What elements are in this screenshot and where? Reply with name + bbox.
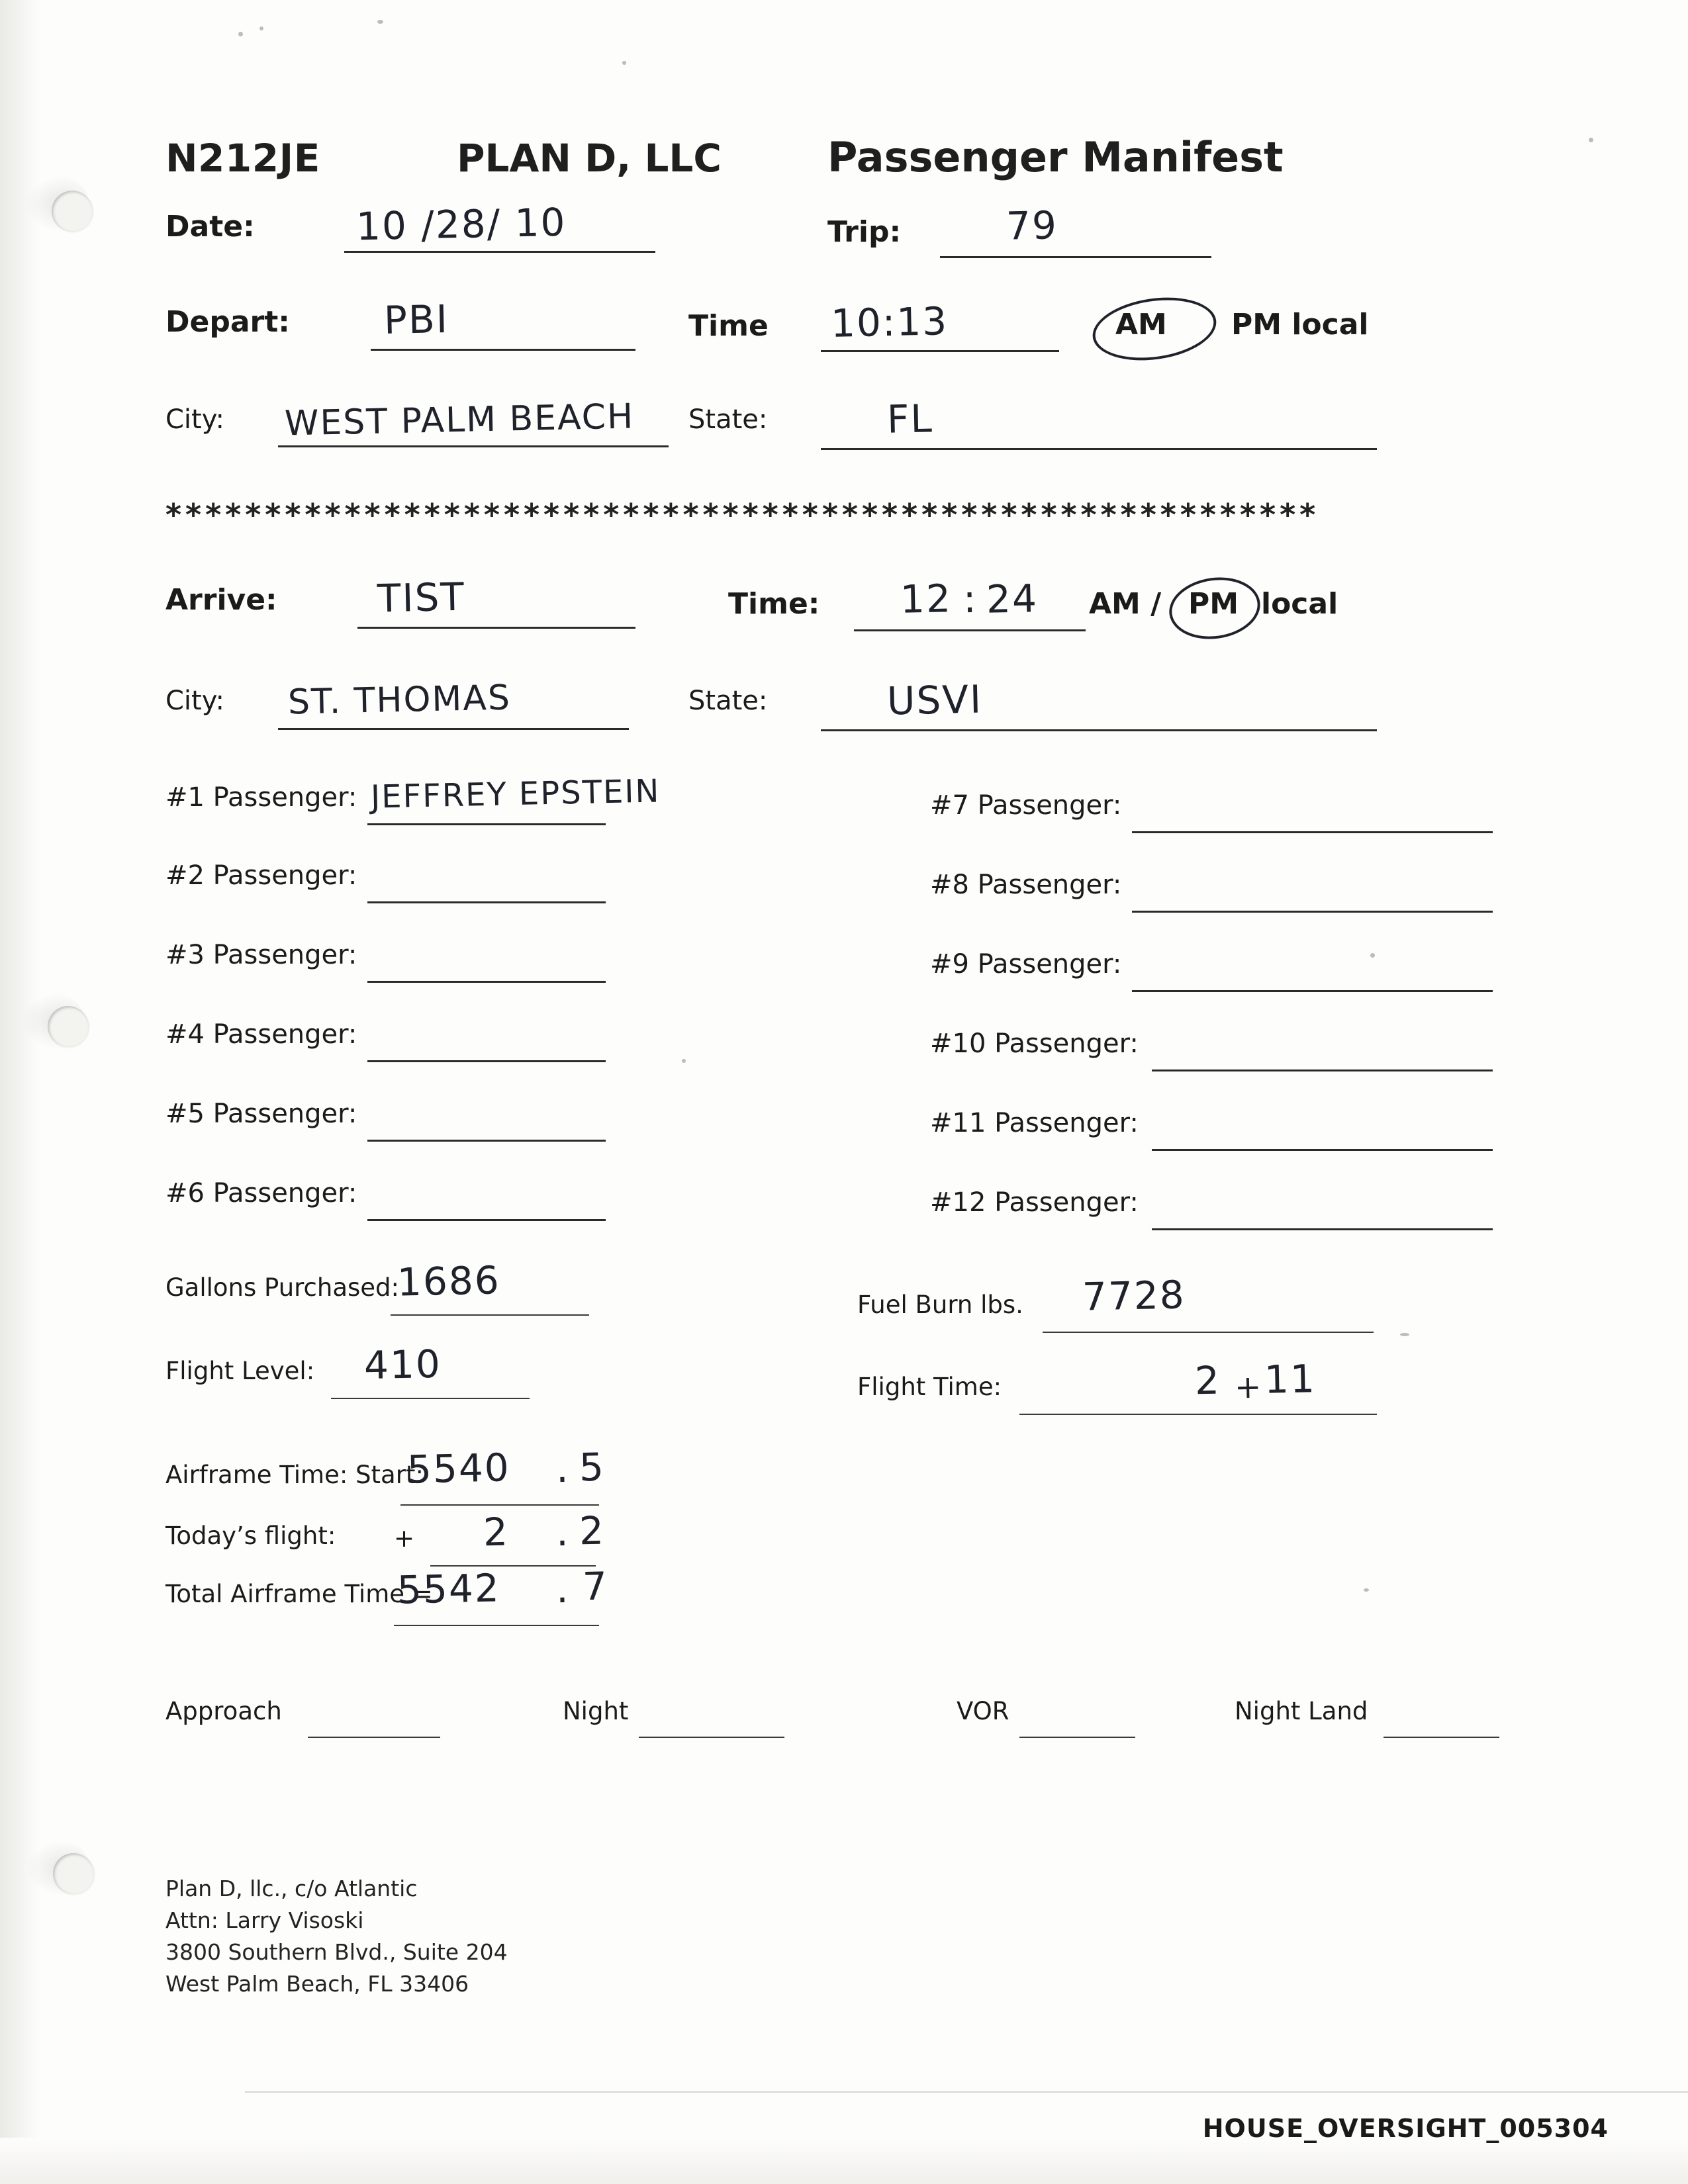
arrive-state-label: State: [688,686,768,716]
today-flight-plus: + [394,1524,415,1553]
night-rule[interactable] [639,1737,784,1738]
address-line-3: 3800 Southern Blvd., Suite 204 [165,1939,508,1965]
passenger-3-label: #3 Passenger: [165,940,357,970]
form-header [165,133,1529,197]
passenger-12-label: #12 Passenger: [930,1187,1139,1218]
passenger-4-label: #4 Passenger: [165,1019,357,1050]
total-airframe-value: 5542 [397,1565,501,1613]
binder-hole-bottom [53,1853,94,1894]
passenger-12-rule[interactable] [1152,1228,1493,1230]
today-flight-value: 2 [483,1509,510,1555]
passenger-11-rule[interactable] [1152,1149,1493,1151]
gallons-purchased-value: 1686 [397,1257,501,1305]
depart-city-state-row [165,395,1529,488]
passenger-11-label: #11 Passenger: [930,1108,1139,1138]
passenger-10-label: #10 Passenger: [930,1028,1139,1059]
scan-speck [377,20,383,24]
approach-label: Approach [165,1697,282,1725]
passenger-7-label: #7 Passenger: [930,790,1122,821]
trip-label: Trip: [827,215,902,249]
fuel-row [165,1257,1529,1406]
depart-time-row [165,296,1529,395]
arrive-time-row [165,574,1529,676]
passenger-6-rule[interactable] [367,1219,606,1221]
depart-city-label: City: [165,404,224,435]
flight-level-label: Flight Level: [165,1357,315,1385]
airframe-start-fraction: 5 [579,1444,606,1490]
scan-bottom-shadow [0,2138,1688,2184]
fuel-burn-value: 7728 [1082,1272,1186,1320]
trip-value: 79 [1006,203,1058,249]
scan-speck [1589,138,1593,142]
gallons-purchased-label: Gallons Purchased: [165,1273,399,1302]
arrive-time-separator: : [962,576,978,622]
total-airframe-label: Total Airframe Time = [165,1580,433,1608]
passenger-8-rule[interactable] [1132,911,1493,913]
arrive-pm-label[interactable]: PM [1188,587,1239,621]
passenger-9-rule[interactable] [1132,990,1493,992]
address-line-1: Plan D, llc., c/o Atlantic [165,1876,418,1901]
approach-row [165,1570,1529,1725]
passenger-5-rule[interactable] [367,1140,606,1142]
total-airframe-decimal: . [555,1566,571,1612]
pm-selected-circle [1165,572,1264,645]
flight-time-plus: + [1234,1368,1263,1406]
operator-name: PLAN D, LLC [457,136,722,181]
airframe-start-decimal: . [555,1445,571,1492]
night-land-label: Night Land [1235,1697,1368,1725]
depart-state-value: FL [886,396,934,442]
passenger-3-rule[interactable] [367,981,606,983]
arrive-time-hour: 12 [900,576,953,622]
date-value: 10 /28/ 10 [355,199,567,250]
depart-label: Depart: [165,305,290,339]
today-flight-fraction: 2 [579,1508,606,1554]
airframe-block [165,1381,1529,1613]
arrive-time-minute: 24 [986,576,1039,622]
passenger-8-label: #8 Passenger: [930,870,1122,900]
depart-city-value: WEST PALM BEACH [284,396,635,444]
depart-state-field-rule[interactable] [821,448,1377,450]
passenger-7-rule[interactable] [1132,831,1493,833]
airframe-start-label: Airframe Time: Start: [165,1461,424,1489]
night-land-rule[interactable] [1383,1737,1499,1738]
scan-speck [259,26,263,30]
today-flight-label: Today’s flight: [165,1522,336,1550]
passenger-9-label: #9 Passenger: [930,949,1122,979]
arrive-local-label[interactable]: local [1261,587,1338,621]
passenger-1-label: #1 Passenger: [165,782,357,813]
address-line-4: West Palm Beach, FL 33406 [165,1971,469,1997]
arrive-time-field-rule[interactable] [854,629,1086,631]
page-title: Passenger Manifest [827,133,1284,181]
depart-time-label: Time [688,309,769,343]
bates-number: HOUSE_OVERSIGHT_005304 [1202,2114,1609,2143]
airframe-start-rule[interactable] [400,1504,599,1506]
scan-speck [238,32,243,36]
arrive-time-label: Time: [728,587,820,621]
date-field-rule[interactable] [344,251,655,253]
vor-label: VOR [957,1697,1009,1725]
gallons-purchased-rule[interactable] [391,1314,589,1316]
flight-time-label: Flight Time: [857,1373,1002,1401]
am-selected-circle [1089,290,1221,367]
date-label: Date: [165,210,255,244]
approach-rule[interactable] [308,1737,440,1738]
today-flight-decimal: . [555,1509,571,1555]
passenger-2-label: #2 Passenger: [165,860,357,891]
depart-time-value: 10:13 [830,298,949,346]
arrive-value: TIST [377,574,466,621]
arrive-field-rule[interactable] [357,627,635,629]
arrive-city-label: City: [165,686,224,716]
total-airframe-fraction: 7 [582,1563,609,1610]
flight-time-minutes: 11 [1264,1356,1317,1402]
arrive-city-state-row [165,676,1529,776]
date-trip-row [165,197,1529,296]
pm-local-label[interactable]: PM local [1231,308,1369,341]
passenger-6-label: #6 Passenger: [165,1178,357,1208]
depart-state-label: State: [688,404,768,435]
passenger-10-rule[interactable] [1152,1069,1493,1071]
night-label: Night [563,1697,629,1725]
depart-city-field-rule[interactable] [278,445,669,447]
arrive-label: Arrive: [165,583,277,617]
fuel-burn-rule[interactable] [1043,1332,1374,1333]
page-fold-line [245,2091,1688,2093]
trip-field-rule[interactable] [940,256,1211,258]
arrive-city-field-rule[interactable] [278,728,629,730]
passenger-list [165,772,1529,1259]
scan-speck [622,61,626,65]
airframe-start-value: 5540 [406,1445,511,1492]
flight-time-hours: 2 [1194,1357,1221,1404]
address-block [165,1873,508,2000]
arrive-city-value: ST. THOMAS [287,678,512,723]
vor-rule[interactable] [1019,1737,1135,1738]
passenger-4-rule[interactable] [367,1060,606,1062]
address-line-2: Attn: Larry Visoski [165,1907,364,1933]
binder-hole-top [52,191,93,232]
depart-value: PBI [383,296,449,343]
arrive-state-value: USVI [886,676,983,724]
star-divider: ********************************************************** [165,497,1320,533]
flight-level-value: 410 [363,1341,442,1388]
arrive-am-label[interactable]: AM / [1089,587,1162,621]
passenger-1-rule[interactable] [367,823,606,825]
passenger-1-value: JEFFREY EPSTEIN [370,772,661,816]
scan-speck [1400,1333,1409,1336]
passenger-2-rule[interactable] [367,901,606,903]
passenger-5-label: #5 Passenger: [165,1099,357,1129]
star-divider-row [165,488,1529,574]
fuel-burn-label: Fuel Burn lbs. [857,1291,1023,1319]
manifest-form [165,133,1529,1997]
arrive-state-field-rule[interactable] [821,729,1377,731]
am-label[interactable]: AM [1115,308,1167,341]
depart-time-field-rule[interactable] [821,350,1059,352]
depart-field-rule[interactable] [371,349,635,351]
tail-number: N212JE [165,136,320,181]
binder-hole-middle [48,1006,89,1047]
